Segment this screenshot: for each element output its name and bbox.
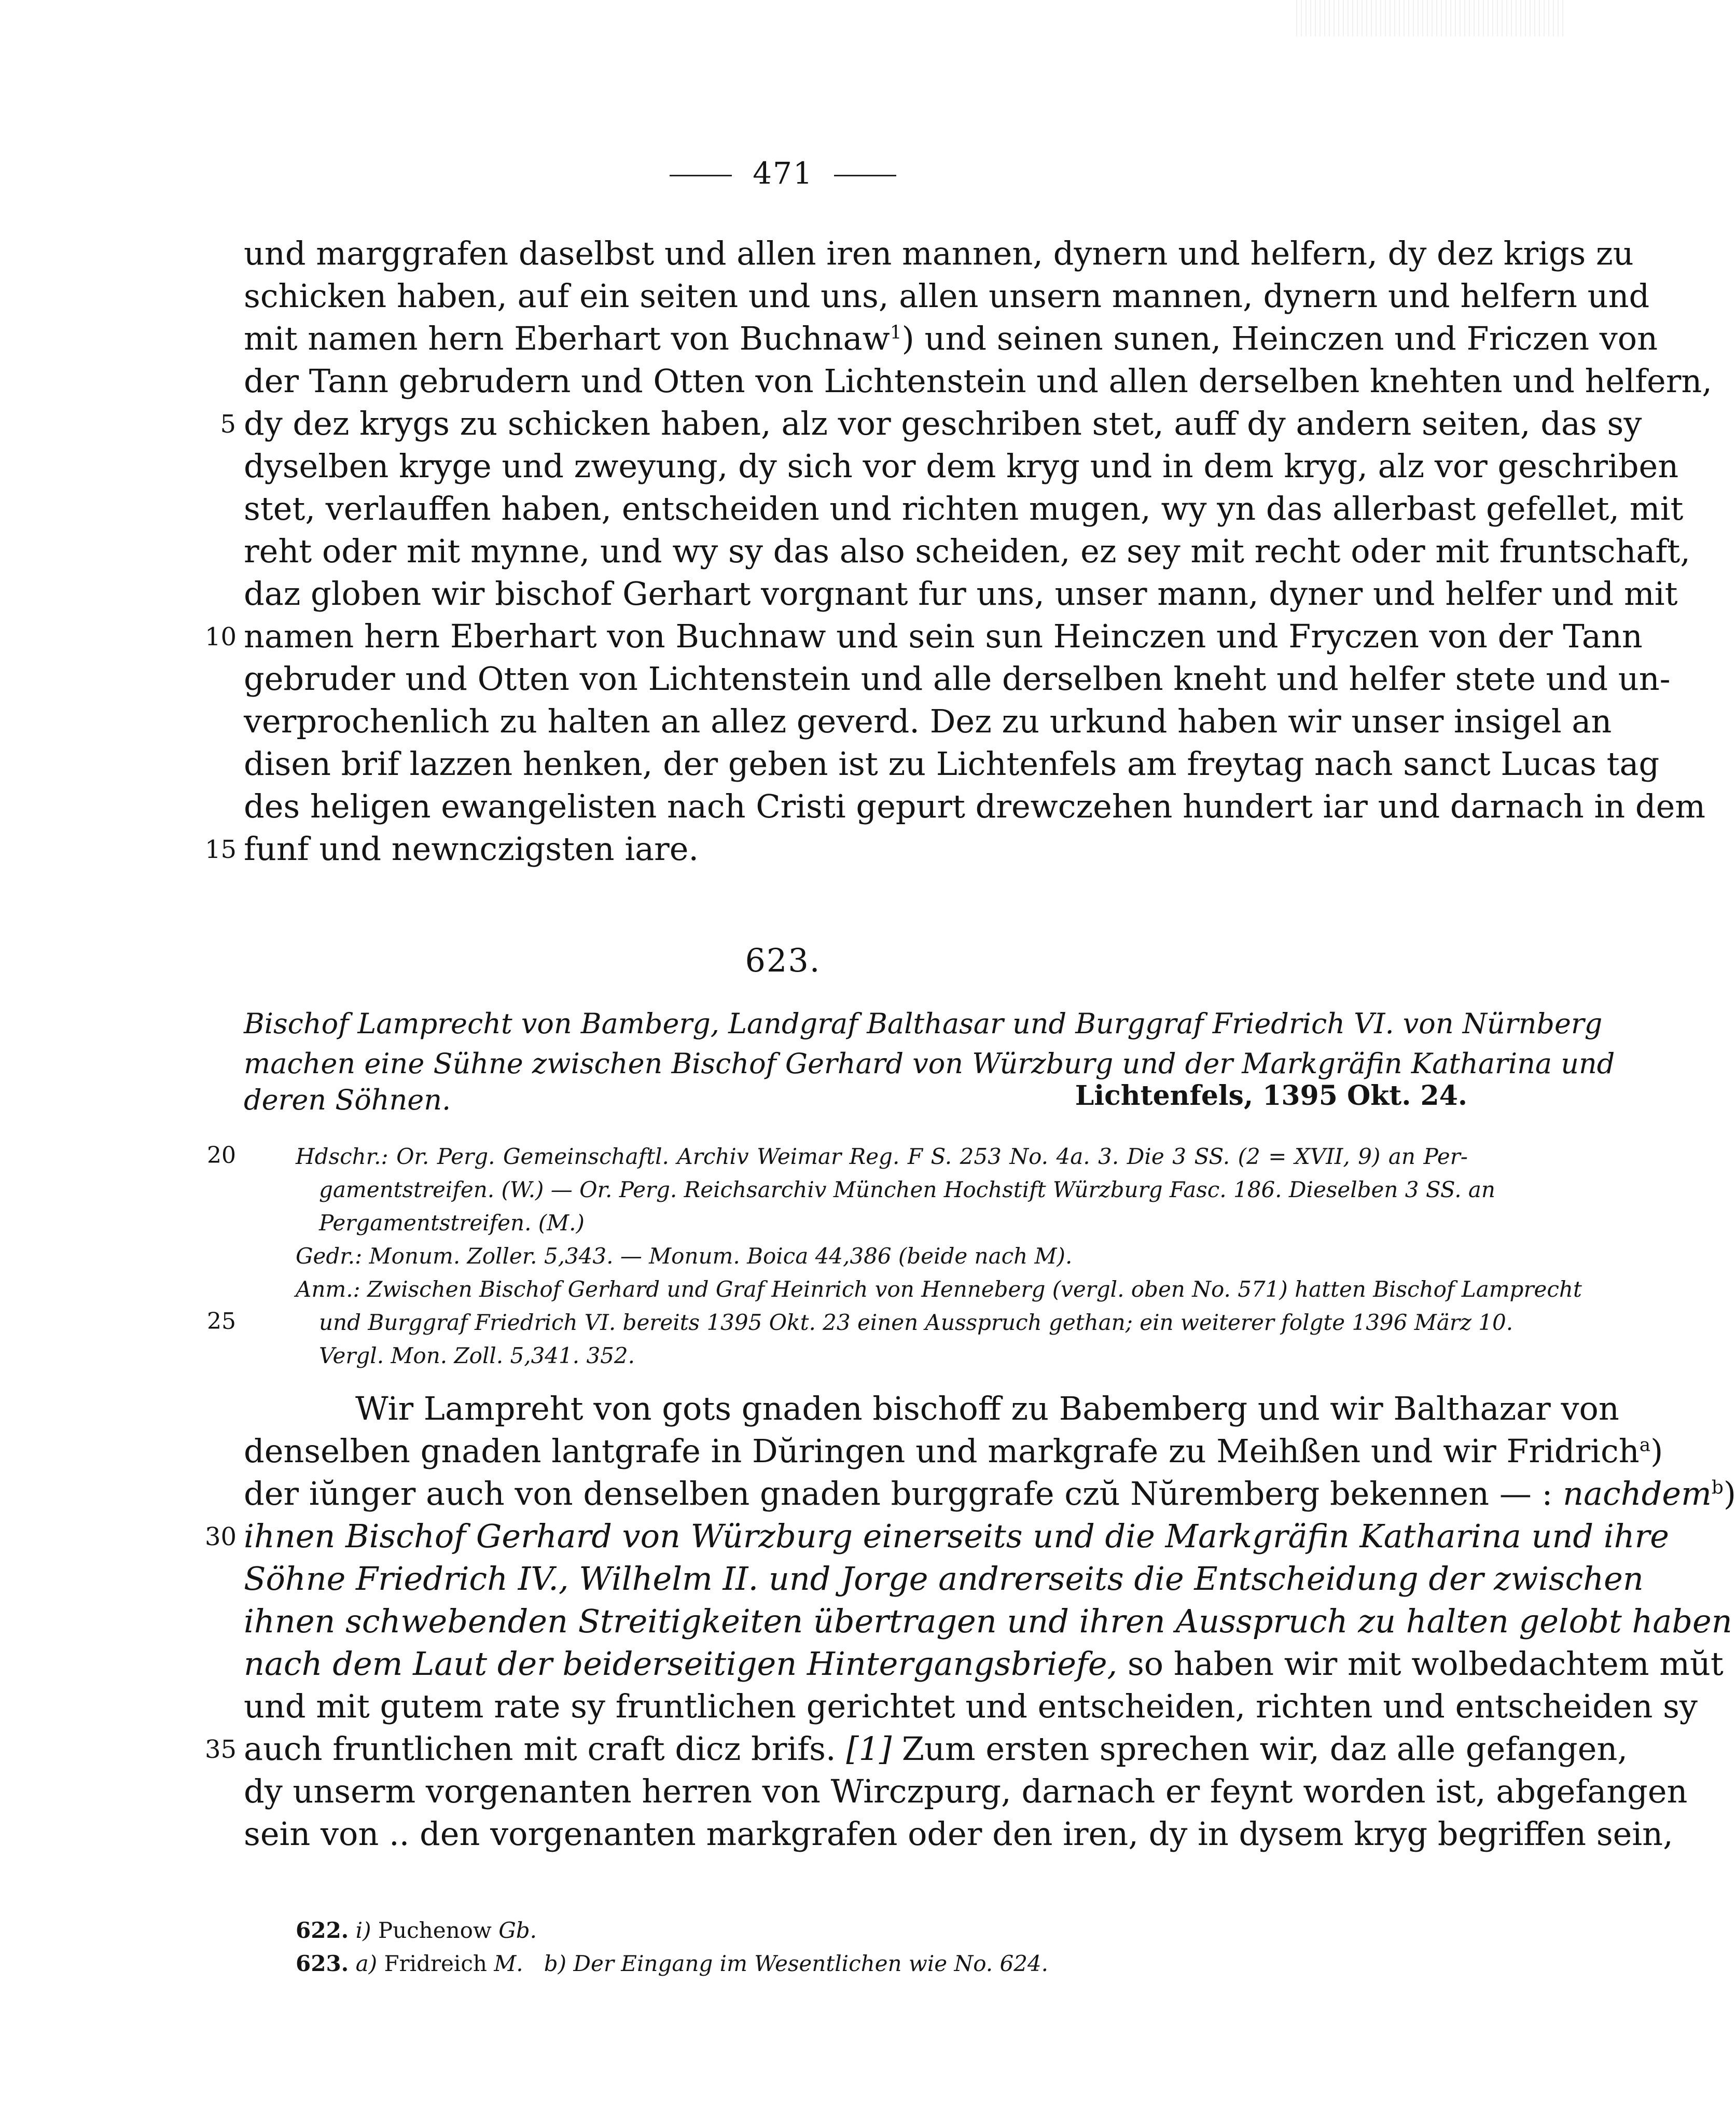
italic-fragment: [1] [846, 1730, 892, 1768]
text-line: Wir Lampreht von gots gnaden bischoff zu Babemberg und wir Balthazar von [355, 1390, 1619, 1427]
line-number: 30 [205, 1522, 237, 1551]
annotation-note: Anm.: Zwischen Bischof Gerhard und Graf Heinrich von Henneberg (vergl. oben No. 571) hatten Bischof Lamprecht [296, 1276, 1582, 1302]
footnote-mark: b) [544, 1951, 566, 1976]
document-number: 623. [745, 941, 821, 979]
text-fragment: denselben gnaden lantgrafe in Dŭringen und markgrafe zu Meihßen und wir Fridrich [244, 1432, 1640, 1470]
footnote-mark: a) [355, 1951, 378, 1976]
text-line [244, 1430, 1663, 1473]
text-line: dyselben kryge und zweyung, dy sich vor dem kryg und in dem kryg, alz vor geschriben [244, 447, 1679, 485]
manuscript-note: Pergamentstreifen. (M.) [319, 1210, 585, 1236]
line-number: 10 [205, 622, 237, 651]
line-number: 15 [205, 835, 237, 864]
footnote-marker: b [1711, 1477, 1724, 1498]
text-line: gebruder und Otten von Lichtenstein und alle derselben kneht und helfer stete und un- [244, 660, 1671, 698]
text-fragment: auch fruntlichen mit craft dicz brifs. [244, 1730, 836, 1768]
footnote-siglum: Gb. [498, 1918, 537, 1943]
text-line: reht oder mit mynne, und wy sy das also scheiden, ez sey mit recht oder mit fruntschaft, [244, 532, 1690, 570]
text-line: daz globen wir bischof Gerhart vorgnant fur uns, unser mann, dyner und helfer und mit [244, 575, 1678, 613]
text-line: disen brif lazzen henken, der geben ist zu Lichtenfels am freytag nach sanct Lucas tag [244, 745, 1660, 783]
text-fragment: ) und seinen sunen, Heinczen und Friczen von [901, 320, 1658, 357]
regest-line: Bischof Lamprecht von Bamberg, Landgraf Balthasar und Burggraf Friedrich VI. von Nürnberg [244, 1007, 1603, 1040]
line-number: 35 [205, 1735, 237, 1764]
text-fragment: mit namen hern Eberhart von Buchnaw [244, 320, 890, 357]
text-line [244, 1473, 1736, 1515]
text-fragment: Zum ersten sprechen wir, daz alle gefangen, [892, 1730, 1628, 1768]
footnote-ref: 622. [296, 1918, 349, 1943]
footnote-ref: 623. [296, 1951, 349, 1976]
footnote-text: Der Eingang im Wesentlichen wie No. 624. [573, 1951, 1048, 1976]
manuscript-note: Hdschr.: Or. Perg. Gemeinschaftl. Archiv Weimar Reg. F S. 253 No. 4a. 3. Die 3 SS. (2 = XVII, 9) an Per- [296, 1144, 1468, 1169]
regest-line: machen eine Sühne zwischen Bischof Gerhard von Würzburg und der Markgräfin Katharina und [244, 1047, 1615, 1080]
italic-fragment: nach dem Laut der beiderseitigen Hintergangsbriefe, [244, 1645, 1118, 1683]
edition-note: Gedr.: Monum. Zoller. 5,343. — Monum. Boica 44,386 (beide nach M). [296, 1243, 1073, 1269]
regest-line: deren Söhnen. [244, 1084, 451, 1116]
text-line: des heligen ewangelisten nach Cristi gepurt drewczehen hundert iar und darnach in dem [244, 787, 1706, 825]
text-line: und marggrafen daselbst und allen iren mannen, dynern und helfern, dy dez krigs zu [244, 234, 1634, 272]
text-line: sein von .. den vorgenanten markgrafen oder den iren, dy in dysem kryg begriffen sein, [244, 1815, 1673, 1853]
text-line [244, 1728, 1628, 1770]
text-line: verprochenlich zu halten an allez geverd. Dez zu urkund haben wir unser insigel an [244, 702, 1612, 740]
footnote-text: Fridreich [377, 1951, 494, 1976]
folio-dash-right [834, 175, 896, 176]
footnote-text: Puchenow [371, 1918, 499, 1943]
page-number [0, 156, 1566, 191]
line-number: 5 [220, 410, 236, 439]
text-line: dy dez krygs zu schicken haben, alz vor geschriben stet, auff dy andern seiten, das sy [244, 405, 1642, 442]
text-line: dy unserm vorgenanten herren von Wirczpurg, darnach er feynt worden ist, abgefangen [244, 1772, 1688, 1810]
text-line: schicken haben, auf ein seiten und uns, allen unsern mannen, dynern und helfern und [244, 277, 1650, 315]
footnote-siglum: M. [494, 1951, 523, 1976]
manuscript-note: gamentstreifen. (W.) — Or. Perg. Reichsarchiv München Hochstift Würzburg Fasc. 186. Dieselben 3 SS. an [319, 1177, 1495, 1202]
footnote-marker: a [1639, 1434, 1651, 1456]
text-line [244, 317, 1658, 360]
text-line: ihnen Bischof Gerhard von Würzburg einerseits und die Markgräfin Katharina und ihre [244, 1517, 1669, 1555]
annotation-note: Vergl. Mon. Zoll. 5,341. 352. [319, 1343, 635, 1368]
text-line: der Tann gebrudern und Otten von Lichtenstein und allen derselben knehten und helfern, [244, 362, 1712, 400]
line-number: 25 [207, 1308, 236, 1335]
text-line: und mit gutem rate sy fruntlichen gerichtet und entscheiden, richten und entscheiden sy [244, 1687, 1698, 1725]
footnote [296, 1948, 1048, 1979]
page-number-text: 471 [753, 156, 813, 191]
folio-dash-left [670, 175, 732, 176]
text-line: stet, verlauffen haben, entscheiden und richten mugen, wy yn das allerbast gefellet, mit [244, 490, 1684, 528]
footnote-mark: i) [355, 1918, 371, 1943]
scan-noise [1296, 0, 1566, 36]
text-fragment: so haben wir mit wolbedachtem mŭt [1117, 1645, 1724, 1683]
italic-fragment: nachdem [1563, 1475, 1712, 1513]
text-line [244, 1643, 1724, 1685]
text-line: namen hern Eberhart von Buchnaw und sein sun Heinczen und Fryczen von der Tann [244, 617, 1643, 655]
footnote [296, 1915, 537, 1946]
text-line: funf und newnczigsten iare. [244, 830, 699, 868]
text-fragment: ) [1723, 1475, 1736, 1513]
text-line: Söhne Friedrich IV., Wilhelm II. und Jorge andrerseits die Entscheidung der zwischen [244, 1560, 1644, 1598]
annotation-note: und Burggraf Friedrich VI. bereits 1395 Okt. 23 einen Ausspruch gethan; ein weiterer folgte 1396 März 10. [319, 1310, 1513, 1335]
document-date: Lichtenfels, 1395 Okt. 24. [1075, 1080, 1467, 1112]
footnote-marker: 1 [890, 322, 902, 343]
line-number: 20 [207, 1142, 236, 1169]
text-line: ihnen schwebenden Streitigkeiten übertragen und ihren Ausspruch zu halten gelobt haben [244, 1602, 1732, 1640]
text-fragment: ) [1650, 1432, 1663, 1470]
text-fragment: der iŭnger auch von denselben gnaden burggrafe czŭ Nŭremberg bekennen — : [244, 1475, 1553, 1513]
